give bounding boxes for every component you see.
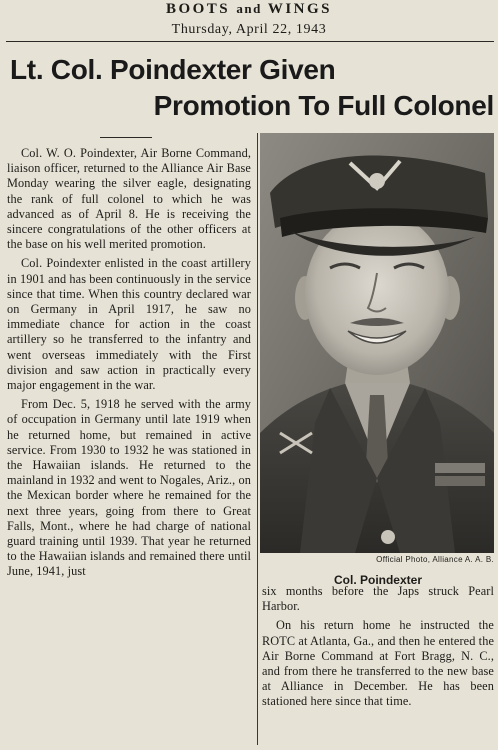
paper-name-first: BOOTS [165,1,231,17]
portrait-illustration [260,133,494,553]
portrait-photo [260,133,494,553]
photo-caption: Col. Poindexter [333,573,422,587]
article-paragraph: Col. W. O. Poindexter, Air Borne Command, liaison officer, returned to the Alliance Air Base Monday wearing the silver eagle, designating the rank of full colonel to which he was advanced as of April 8. He is receiving the sincere congratulations of the other officers at the base on his well merited promotion. [7,146,251,252]
paper-name-and: and [236,1,262,16]
headline-line-2: Promotion To Full Colonel [153,90,494,121]
headline-line-1: Lt. Col. Poindexter Given [10,54,336,85]
column-divider [257,133,258,745]
paper-name [0,0,498,18]
photo-credit: Official Photo, Alliance A. A. B. [376,555,494,564]
paper-name-second: WINGS [267,1,333,17]
article-column-right [262,584,494,714]
issue-date: Thursday, April 22, 1943 [171,22,327,37]
headline-separator [100,137,152,138]
article-headline [0,52,498,124]
article-paragraph: Col. Poindexter enlisted in the coast artillery in 1901 and has been continuously in the service since that time. When this country declared war on Germany in April 1917, he saw no immediate chance for action in the coast artillery so he transferred to the infantry and went overseas immediately with the First division and saw action in practically every major engagement in the war. [7,256,251,393]
article-paragraph: six months before the Japs struck Pearl Harbor. [262,584,494,614]
masthead [0,0,498,42]
masthead-rule [6,41,494,42]
article-paragraph: From Dec. 5, 1918 he served with the army of occupation in Germany until late 1919 when he returned home, but remained in active service. From 1930 to 1932 he was stationed in the Hawaiian islands. He returned to the mainland in 1932 and went to Nogales, Ariz., on the Mexican border where he remained for the next three years, going from there to Great Falls, Mont., where he had charge of national guard training until 1939. That year he returned to the Hawaiian islands and remained there until June, 1941, just [7,397,251,579]
article-paragraph: On his return home he instructed the ROTC at Atlanta, Ga., and then he entered the Air Borne Command at Fort Bragg, N. C., and from there he transferred to the new base at Alliance in December. He has been stationed here since that time. [262,618,494,709]
article-column-left [7,146,251,584]
